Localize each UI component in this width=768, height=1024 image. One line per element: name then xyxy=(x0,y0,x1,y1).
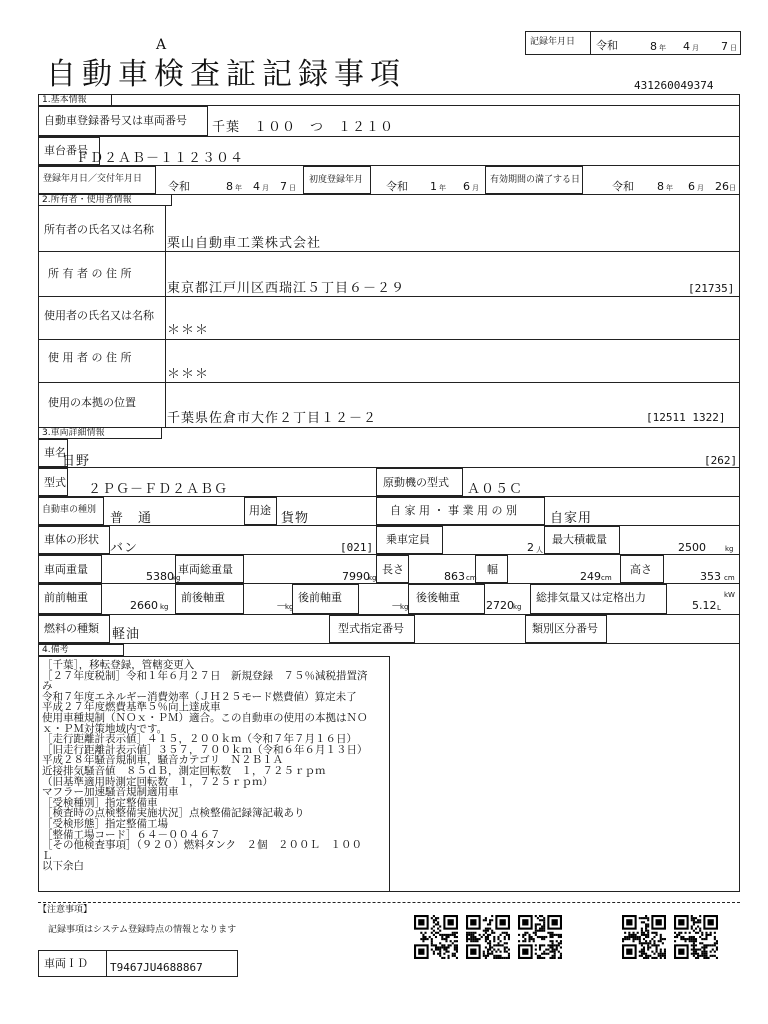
body-shape-label: 車体の形状 xyxy=(44,533,99,546)
body-shape-value: バン xyxy=(110,541,139,556)
remark-line: ［走行距離計表示値］４１５，２００ｋｍ（令和７年７月１６日） xyxy=(42,733,357,746)
remark-line: 平成２８年騒音規制車，騒音カテゴリ Ｎ２Ｂ１Ａ xyxy=(42,754,284,767)
base-location-value: 千葉県佐倉市大作２丁目１２－２ xyxy=(167,411,378,426)
height-value: 353 xyxy=(700,570,721,583)
remark-line: Ｌ xyxy=(42,849,53,862)
rr-axle-label: 後後軸重 xyxy=(416,591,460,604)
remark-line: ｘ・ＰＭ対策地域内です。 xyxy=(42,722,168,735)
vehicle-id-label: 車両ＩＤ xyxy=(44,957,88,970)
chassis-label: 車台番号 xyxy=(44,144,88,157)
body-shape-code: [021] xyxy=(340,541,374,554)
base-location-label: 使用の本拠の位置 xyxy=(48,396,136,409)
ff-axle-label: 前前軸重 xyxy=(44,591,88,604)
reg-date-label: 登録年月日／交付年月日 xyxy=(43,174,143,184)
remark-line: 以下余白 xyxy=(42,860,84,873)
vehicle-id-value: T9467JU4688867 xyxy=(110,961,203,974)
user-address-label: 使 用 者 の 住 所 xyxy=(48,351,132,364)
qr-code-icon xyxy=(518,915,562,959)
qr-code-icon xyxy=(414,915,458,959)
width-label: 幅 xyxy=(487,563,498,576)
rf-axle-label: 後前軸重 xyxy=(298,591,342,604)
vehicle-type-label: 自動車の種別 xyxy=(42,505,97,515)
reg-no-value: 千葉 １００ つ １２１０ xyxy=(212,120,395,135)
model-value: ２ＰＧ－ＦＤ２ＡＢＧ xyxy=(88,482,229,497)
remark-line: ［受検種別］指定整備車 xyxy=(42,796,158,809)
notes-text: 記録事項はシステム登録時点の情報となります xyxy=(48,925,237,935)
section-1-heading: 1.基本情報 xyxy=(42,95,87,105)
notes-heading: 【注意事項】 xyxy=(38,905,93,915)
remark-line: 平成２７年度燃費基準５％向上達成車 xyxy=(42,701,221,714)
first-reg-label: 初度登録年月 xyxy=(309,175,364,185)
remark-line: ［旧走行距離計表示値］３５７，７００ｋｍ（令和６年６月１３日） xyxy=(42,743,368,756)
owner-name-value: 栗山自動車工業株式会社 xyxy=(167,236,322,251)
owner-name-label: 所有者の氏名又は名称 xyxy=(44,223,154,236)
rr-axle-value: 2720 xyxy=(486,599,514,612)
document-number: 431260049374 xyxy=(634,79,714,92)
model-label: 型式 xyxy=(44,476,66,489)
fuel-type-value: 軽油 xyxy=(112,627,141,642)
chassis-value: ＦＤ２ＡＢ－１１２３０４ xyxy=(76,151,245,166)
user-address-value: ＊＊＊ xyxy=(167,367,210,382)
vehicle-name-label: 車名 xyxy=(44,446,66,459)
qr-code-icon xyxy=(622,915,666,959)
engine-model-value: Ａ０５Ｃ xyxy=(467,482,524,497)
vehicle-weight-value: 5380 xyxy=(146,570,174,583)
category-number-label: 類別区分番号 xyxy=(532,622,598,635)
fr-axle-value: － xyxy=(276,599,287,612)
remark-line: み xyxy=(42,680,53,693)
ff-axle-value: 2660 xyxy=(130,599,158,612)
length-label: 長さ xyxy=(382,563,404,576)
gross-weight-value: 7990 xyxy=(342,570,370,583)
reg-no-label: 自動車登録番号又は車両番号 xyxy=(44,114,187,127)
remark-line: ［受検形態］指定整備工場 xyxy=(42,817,168,830)
record-date-label: 記録年月日 xyxy=(530,37,576,47)
fuel-type-label: 燃料の種類 xyxy=(44,622,99,635)
vehicle-name-value: 日野 xyxy=(62,454,91,469)
section-2-heading: 2.所有者・使用者情報 xyxy=(42,195,132,205)
remark-line: ［検査時の点検整備実施状況］点検整備記録簿記載あり xyxy=(42,807,305,820)
owner-address-label: 所 有 者 の 住 所 xyxy=(48,267,132,280)
private-business-label: 自 家 用 ・ 事 業 用 の 別 xyxy=(390,504,517,517)
remark-line: 令和７年度エネルギー消費効率（ＪＨ２５モード燃費値）算定未了 xyxy=(42,690,357,703)
section-3-heading: 3.車両詳細情報 xyxy=(42,428,105,438)
max-load-value: 2500 xyxy=(678,541,706,554)
designation-number-label: 型式指定番号 xyxy=(338,622,404,635)
displacement-value: 5.12 xyxy=(692,599,717,612)
usage-label: 用途 xyxy=(249,504,271,517)
engine-model-label: 原動機の型式 xyxy=(383,476,449,489)
vehicle-weight-label: 車両重量 xyxy=(44,563,88,576)
gross-weight-label: 車両総重量 xyxy=(178,563,233,576)
max-load-label: 最大積載量 xyxy=(552,533,607,546)
qr-code-icon xyxy=(466,915,510,959)
copy-mark: A xyxy=(156,37,167,53)
remarks-list xyxy=(42,660,368,872)
base-location-code: [12511 1322] xyxy=(646,411,726,424)
width-value: 249 xyxy=(580,570,601,583)
remark-line: 近接排気騒音値 ８５ｄＢ，測定回転数 １，７２５ｒｐｍ xyxy=(42,764,326,777)
capacity-label: 乗車定員 xyxy=(386,533,430,546)
document-title: 自動車検査証記録事項 xyxy=(46,57,406,92)
displacement-label: 総排気量又は定格出力 xyxy=(536,591,646,604)
user-name-label: 使用者の氏名又は名称 xyxy=(44,309,154,322)
rf-axle-value: － xyxy=(391,599,402,612)
qr-code-icon xyxy=(674,915,718,959)
remark-line: （旧基準適用時測定回転数 １，７２５ｒｐｍ） xyxy=(42,775,273,788)
owner-address-value: 東京都江戸川区西瑞江５丁目６－２９ xyxy=(167,281,406,296)
fr-axle-label: 前後軸重 xyxy=(181,591,225,604)
user-name-value: ＊＊＊ xyxy=(167,323,210,338)
expiry-label: 有効期間の満了する日 xyxy=(490,175,581,185)
vehicle-type-value: 普 通 xyxy=(110,511,153,526)
vehicle-name-code: [262] xyxy=(704,454,738,467)
remark-line: ［２７年度税制］令和１年６月２７日 新規登録 ７５％減税措置済 xyxy=(42,669,368,682)
length-value: 863 xyxy=(444,570,465,583)
private-business-value: 自家用 xyxy=(550,511,593,526)
owner-address-code: [21735] xyxy=(688,282,735,295)
remark-line: マフラー加速騒音規制適用車 xyxy=(42,786,179,799)
remark-line: ［その他検査事項］（９２０）燃料タンク ２個 ２００Ｌ １００ xyxy=(42,839,363,852)
remark-line: ［千葉］，移転登録，管轄変更入 xyxy=(42,659,195,671)
remark-line: 使用車種規制（ＮＯｘ・ＰＭ）適合。この自動車の使用の本拠はＮＯ xyxy=(42,711,368,724)
usage-value: 貨物 xyxy=(281,511,310,526)
height-label: 高さ xyxy=(630,563,652,576)
section-4-heading: 4.備考 xyxy=(42,645,69,655)
capacity-value: 2 xyxy=(527,541,534,554)
remark-line: ［整備工場コード］６４－００４６７ xyxy=(42,828,221,841)
